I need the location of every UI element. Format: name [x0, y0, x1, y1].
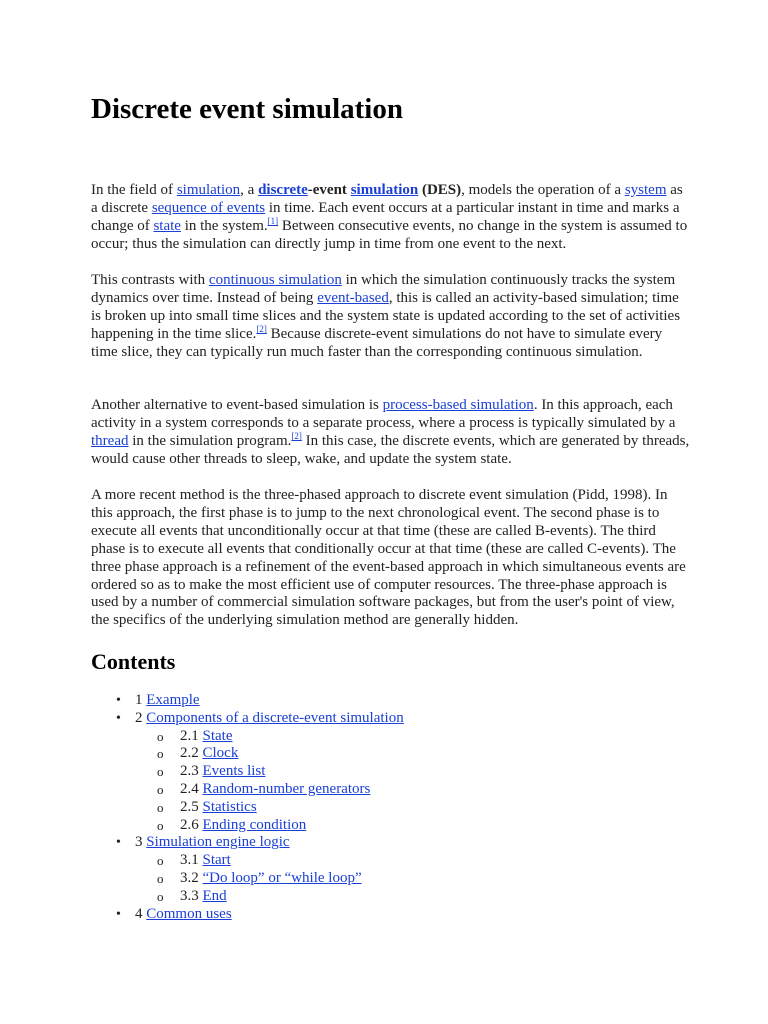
- text: in which the simulation continuously tracks the system dynamics over time. Instead of being: [91, 272, 676, 306]
- toc-link[interactable]: Common uses: [146, 905, 232, 922]
- toc-entry: [180, 817, 306, 835]
- reference-1[interactable]: [1]: [267, 215, 279, 226]
- toc-entry: [180, 799, 257, 817]
- text: Because discrete-event simulations do not have to simulate every time slice, they can typically run much faster than the corresponding continuous simulation.: [91, 325, 663, 360]
- toc-entry: [180, 870, 362, 888]
- toc-entry: [135, 834, 290, 852]
- text: In this case, the discrete events, which are generated by threads, would cause other threads to sleep, wake, and update the system state.: [91, 432, 690, 467]
- toc-link[interactable]: Clock: [202, 745, 239, 762]
- bullet-disc-icon: •: [116, 710, 121, 726]
- toc-entry: [180, 763, 265, 781]
- page-title: Discrete event simulation: [91, 93, 403, 125]
- toc-link[interactable]: Start: [202, 852, 231, 869]
- toc-number: 3.1: [180, 852, 199, 869]
- toc-entry: [180, 728, 233, 746]
- text: (DES): [418, 182, 462, 198]
- link-sequence-of-events[interactable]: sequence of events: [151, 199, 266, 216]
- bullet-circle-icon: o: [157, 853, 164, 869]
- bullet-circle-icon: o: [157, 870, 164, 886]
- toc-item: [91, 852, 691, 870]
- reference-2[interactable]: [2]: [256, 323, 267, 334]
- toc-link[interactable]: End: [202, 887, 227, 904]
- toc-item: [91, 906, 691, 924]
- toc-item: [91, 870, 691, 888]
- toc-link[interactable]: Ending condition: [202, 816, 307, 833]
- paragraph-three-phase: A more recent method is the three-phased approach to discrete event simulation (Pidd, 1998). In this approach, the first phase is to jump to the next chronological event. The second phase is to execute all events that unconditionally occur at that time (these are called B-events). The third phase is to execute all events that conditionally occur at that time (these are called C-events). The three phase approach is a refinement of the event-based approach in which simultaneous events are ordered so as to make the most efficient use of computer resources. The three-phase approach is used by a number of commercial simulation software packages, but from the user's point of view, the specifics of the underlying simulation method are generally hidden.: [91, 487, 686, 629]
- toc-number: 2.2: [180, 745, 199, 762]
- toc-item: [91, 834, 691, 852]
- paragraph-continuous: [91, 272, 691, 362]
- paragraph-intro: [91, 182, 691, 254]
- toc-link[interactable]: Simulation engine logic: [146, 834, 290, 851]
- table-of-contents: [91, 692, 691, 923]
- text: , this is called an activity-based simulation; time is broken up into small time slices and the system state is updated according to the set of activities happening in the time slice.: [91, 289, 681, 342]
- text: Between consecutive events, no change in the system is assumed to occur; thus the simulation can directly jump in time from one event to the next.: [91, 217, 688, 252]
- bullet-circle-icon: o: [157, 728, 164, 744]
- toc-number: 1: [135, 692, 143, 708]
- toc-link[interactable]: Example: [146, 692, 200, 708]
- link-discrete[interactable]: discrete: [258, 182, 308, 198]
- bullet-circle-icon: o: [157, 781, 164, 797]
- toc-item: [91, 799, 691, 817]
- toc-link[interactable]: “Do loop” or “while loop”: [202, 869, 362, 886]
- toc-number: 3: [135, 834, 143, 851]
- bold-term: [258, 182, 461, 198]
- bullet-circle-icon: o: [157, 746, 164, 762]
- toc-link[interactable]: Events list: [202, 763, 266, 780]
- toc-link[interactable]: State: [202, 727, 233, 744]
- toc-number: 3.3: [180, 887, 199, 904]
- text: Another alternative to event-based simulation is: [91, 397, 383, 413]
- toc-entry: [135, 906, 232, 924]
- link-simulation[interactable]: simulation: [176, 182, 241, 198]
- text: This contrasts with: [91, 272, 209, 288]
- bullet-circle-icon: o: [157, 799, 164, 815]
- paragraph-process-based: [91, 397, 691, 469]
- bullet-disc-icon: •: [116, 906, 121, 922]
- toc-item: [91, 692, 691, 710]
- toc-entry: [180, 852, 231, 870]
- toc-item: [91, 763, 691, 781]
- toc-link[interactable]: Random-number generators: [202, 780, 371, 797]
- text: . In this approach, each activity in a system corresponds to a separate process, where a process is typically simulated by a: [91, 397, 676, 431]
- toc-number: 3.2: [180, 869, 199, 886]
- link-event-based[interactable]: event-based: [317, 289, 389, 306]
- text: In the field of: [91, 182, 177, 198]
- toc-item: [91, 888, 691, 906]
- toc-number: 2.1: [180, 727, 199, 744]
- toc-link[interactable]: Statistics: [202, 798, 257, 815]
- link-simulation-bold[interactable]: simulation: [350, 182, 419, 198]
- toc-number: 4: [135, 905, 143, 922]
- contents-heading: Contents: [91, 649, 176, 674]
- toc-entry: [180, 745, 238, 763]
- toc-entry: [180, 888, 227, 906]
- link-system[interactable]: system: [624, 182, 667, 198]
- text: , models the operation of a: [461, 182, 625, 198]
- toc-link[interactable]: Components of a discrete-event simulation: [146, 709, 404, 726]
- link-process-based-simulation[interactable]: process-based simulation: [382, 397, 534, 413]
- toc-entry: [135, 692, 200, 710]
- bullet-circle-icon: o: [157, 817, 164, 833]
- bullet-disc-icon: •: [116, 693, 121, 708]
- text: , a: [240, 182, 259, 198]
- text: -event: [307, 182, 351, 198]
- toc-number: 2.4: [180, 780, 199, 797]
- toc-entry: [135, 710, 404, 728]
- text: as a discrete: [91, 182, 683, 216]
- toc-item: [91, 781, 691, 799]
- toc-number: 2.3: [180, 763, 199, 780]
- toc-number: 2: [135, 709, 143, 726]
- text: in time. Each event occurs at a particular instant in time and marks a change of: [91, 199, 680, 234]
- toc-entry: [180, 781, 370, 799]
- toc-item: [91, 745, 691, 763]
- reference-2b[interactable]: [2]: [291, 430, 302, 441]
- link-continuous-simulation[interactable]: continuous simulation: [208, 272, 342, 288]
- text: in the simulation program.: [128, 432, 292, 449]
- toc-number: 2.6: [180, 816, 199, 833]
- toc-item: [91, 728, 691, 746]
- toc-item: [91, 817, 691, 835]
- bullet-disc-icon: •: [116, 835, 121, 851]
- link-thread[interactable]: thread: [91, 432, 129, 449]
- bullet-circle-icon: o: [157, 888, 164, 904]
- toc-number: 2.5: [180, 798, 199, 815]
- text: in the system.: [180, 217, 268, 234]
- toc-item: [91, 710, 691, 728]
- bullet-circle-icon: o: [157, 764, 164, 780]
- link-state[interactable]: state: [153, 217, 181, 234]
